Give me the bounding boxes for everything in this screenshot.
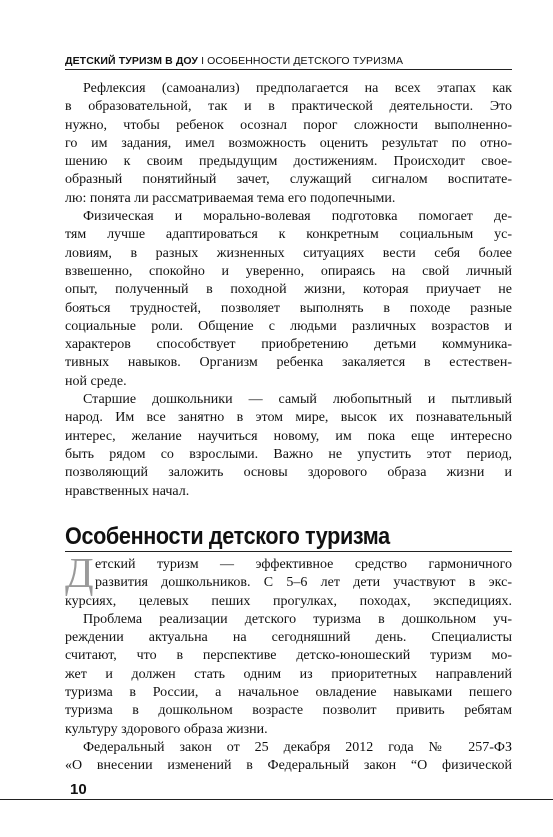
text-line: курсиях, целевых пеших прогулках, походах, экспедициях. — [65, 593, 512, 609]
text-line: народ. Им все занятно в этом мире, высок их познавательный — [65, 410, 512, 426]
running-header — [65, 55, 511, 67]
text-line: туризма в дошкольном возрасте позволит привить ребятам — [65, 703, 512, 719]
text-line: бояться трудностей, позволяет выполнять в походе разные — [65, 300, 512, 316]
text-line: позволяющий заложить основы здорового образа жизни и — [65, 465, 512, 481]
page-number: 10 — [70, 781, 87, 798]
text-line: в образовательной, так и в практической деятельности. Это — [65, 99, 512, 115]
text-line: опыт, полученный в походной жизни, которая приучает не — [65, 282, 512, 298]
text-line: быть рядом со взрослыми. Важно не упустить этот период, — [65, 446, 512, 462]
header-chapter-title: ОСОБЕННОСТИ ДЕТСКОГО ТУРИЗМА — [207, 55, 404, 67]
text-line: образный понятийный зачет, служащий сигналом воспитате- — [65, 172, 512, 188]
text-line: жет и должен стать одним из приоритетных направлений — [65, 666, 512, 682]
text-line: характеров способствует приобретению детьми коммуника- — [65, 337, 512, 353]
text-line: «О внесении изменений в Федеральный закон “О физической — [65, 758, 512, 774]
text-line: го им задания, имел возможность оценить результат по отно- — [65, 135, 512, 151]
text-line: развития дошкольников. С 5–6 лет дети участвуют в экс- — [95, 575, 512, 591]
text-line: взвешенно, спокойно и уверенно, опираясь на свой личный — [65, 263, 512, 279]
text-line: Рефлексия (самоанализ) предполагается на всех этапах как — [83, 81, 512, 96]
text-line: ной среде. — [65, 373, 127, 389]
paragraph-physical-training — [65, 208, 512, 391]
header-book-title: ДЕТСКИЙ ТУРИЗМ В ДОУ — [65, 55, 199, 67]
text-line: тям лучше адаптироваться к конкретным социальным ус- — [65, 227, 512, 243]
text-line: реждении актуальна на сегодняшний день. Специалисты — [65, 630, 512, 646]
section-heading: Особенности детского туризма — [65, 523, 390, 550]
paragraph-older-preschoolers — [65, 391, 512, 501]
text-line: лю: понята ли рассматриваемая тема его подопечными. — [65, 190, 396, 206]
drop-cap: Д — [65, 551, 94, 597]
text-line: Физическая и морально-волевая подготовка помогает де- — [83, 209, 512, 225]
body-text — [65, 80, 512, 501]
text-line: ловиям, в разных жизненных ситуациях вести себя более — [65, 245, 512, 261]
text-line: Старшие дошкольники — самый любопытный и пытливый — [83, 392, 512, 408]
paragraph-reflection — [65, 80, 512, 208]
paragraph-children-tourism — [65, 551, 512, 611]
text-line: социальные роли. Общение с людьми различных возрастов и — [65, 318, 512, 334]
header-separator: I — [198, 55, 208, 67]
text-line: шению к своим предыдущим достижениям. Происходит свое- — [65, 154, 512, 170]
paragraph-federal-law — [65, 739, 512, 776]
text-line: интерес, желание научиться новому, им пока еще интересно — [65, 428, 512, 444]
text-line: Федеральный закон от 25 декабря 2012 года № 257-ФЗ — [83, 739, 512, 755]
text-line: етский туризм — эффективное средство гармоничного — [95, 557, 512, 572]
footer-rule — [0, 799, 553, 800]
paragraph-implementation-problem — [65, 611, 512, 739]
text-line: считают, что в перспективе детско-юношеский туризм мо- — [65, 648, 512, 664]
text-line: туризма в России, а начальное овладение навыками пешего — [65, 685, 512, 701]
header-rule — [65, 69, 512, 70]
text-line: нравственных начал. — [65, 483, 190, 499]
text-line: культуру здорового образа жизни. — [65, 721, 268, 737]
section-rule — [65, 551, 512, 552]
text-line: Проблема реализации детского туризма в дошкольном уч- — [83, 611, 512, 627]
text-line: нужно, чтобы ребенок осознал порог сложности выполненно- — [65, 117, 512, 133]
section-body-text — [65, 551, 512, 776]
text-line: тивных навыков. Организм ребенка закаляется в естествен- — [65, 355, 512, 371]
